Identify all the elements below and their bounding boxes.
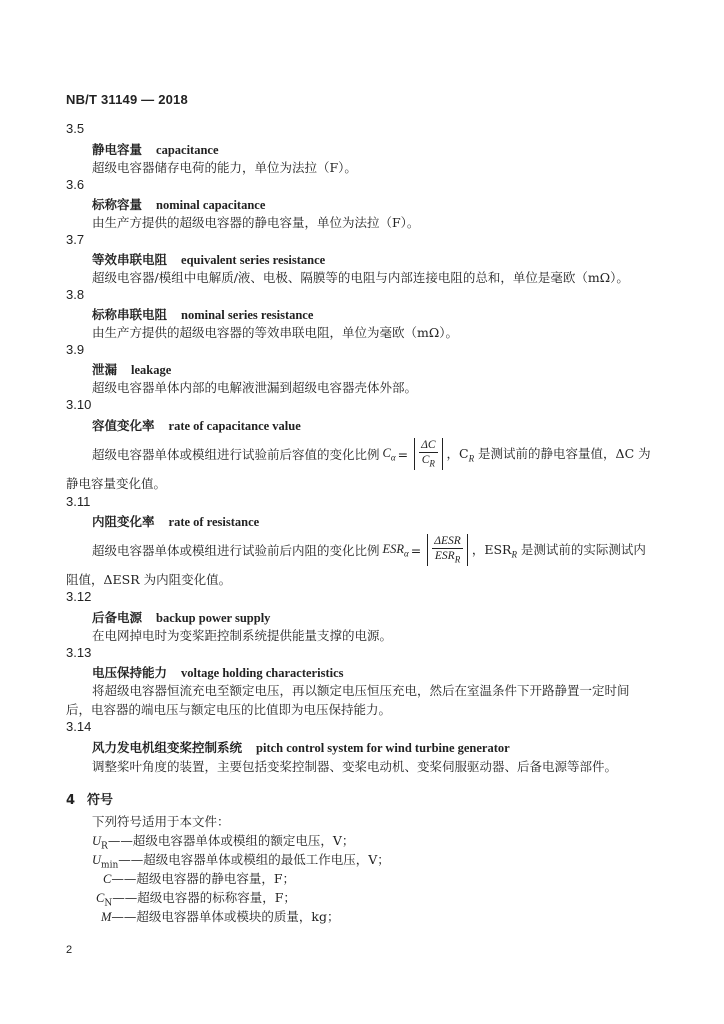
term-heading	[92, 663, 344, 681]
section-number: 4	[66, 793, 76, 808]
clause-number: 3.5	[66, 121, 85, 136]
term-zh: 容值变化率	[92, 418, 155, 433]
symbol-item: $C_N——$超级电容器的标称容量，F；	[96, 890, 296, 909]
term-en: leakage	[131, 363, 172, 377]
formula-line: 超级电容器单体或模组进行试验前后容值的变化比例 $C_\alpha$ = $\frac{\Delta C}{C_R}$ ，$C_R$ 是测试前的静电容量值，ΔC 为	[92, 439, 651, 469]
symbol-item: M——超级电容器单体或模块的质量，kg；	[101, 909, 340, 924]
clause-number: 3.7	[66, 232, 85, 247]
capacitance-ratio-fraction	[414, 438, 442, 469]
standard-header: NB/T 31149 — 2018	[66, 92, 188, 107]
term-heading	[92, 738, 510, 756]
term-zh: 风力发电机组变桨控制系统	[92, 740, 243, 755]
symbol-description: ——超级电容器单体或模组的最低工作电压，V；	[118, 852, 390, 867]
formula-lhs: $ESR_\alpha$	[382, 541, 409, 559]
term-zh: 标称容量	[92, 197, 143, 212]
section-heading	[66, 789, 113, 808]
definition-text: ，$C_R$ 是测试前的静电容量值，ΔC 为	[446, 446, 651, 464]
clause-number: 3.8	[66, 287, 85, 302]
term-definition: 将超级电容器恒流充电至额定电压，再以额定电压恒压充电，然后在室温条件下开路静置一定时间	[92, 683, 630, 698]
term-definition: 超级电容器储存电荷的能力，单位为法拉（F）。	[92, 160, 357, 175]
term-en: nominal capacitance	[156, 198, 266, 212]
fraction-numerator: ΔESR	[434, 535, 461, 548]
term-zh: 静电容量	[92, 142, 143, 157]
symbol-description: ——超级电容器单体或模块的质量，kg；	[111, 909, 340, 924]
symbol-description: ——超级电容器的静电容量，F；	[111, 871, 296, 886]
definition-text: ，$ESR_R$ 是测试前的实际测试内	[471, 542, 646, 560]
term-zh: 电压保持能力	[92, 665, 168, 680]
term-en: equivalent series resistance	[181, 253, 326, 267]
fraction-denominator: $ESR_R$	[434, 550, 461, 565]
formula-lhs: $C_\alpha$	[382, 445, 396, 463]
fraction-numerator: ΔC	[421, 439, 436, 452]
fraction-denominator: $C_R$	[421, 454, 435, 469]
term-heading	[92, 140, 219, 158]
page-number: 2	[66, 944, 73, 956]
symbol-description: ——超级电容器单体或模组的额定电压，V；	[107, 833, 355, 848]
term-en: voltage holding characteristics	[181, 666, 344, 680]
clause-number: 3.9	[66, 342, 85, 357]
term-en: pitch control system for wind turbine generator	[256, 741, 510, 755]
term-definition: 在电网掉电时为变桨距控制系统提供能量支撑的电源。	[92, 628, 393, 643]
symbol-item: C——超级电容器的静电容量，F；	[103, 871, 296, 886]
term-heading	[92, 416, 301, 434]
term-definition: 由生产方提供的超级电容器的等效串联电阻，单位为毫欧（mΩ）。	[92, 325, 458, 340]
term-heading	[92, 305, 313, 323]
term-zh: 等效串联电阻	[92, 252, 168, 267]
definition-continuation: 静电容量变化值。	[66, 476, 167, 491]
clause-number: 3.12	[66, 589, 92, 604]
section-intro: 下列符号适用于本文件：	[92, 814, 230, 829]
clause-number: 3.11	[66, 494, 91, 509]
term-definition: 调整桨叶角度的装置，主要包括变桨控制器、变桨电动机、变桨伺服驱动器、后备电源等部件。	[92, 759, 618, 774]
definition-text: 超级电容器单体或模组进行试验前后内阻的变化比例	[92, 543, 380, 558]
definition-continuation: 阻值，ΔESR 为内阻变化值。	[66, 572, 232, 587]
term-en: nominal series resistance	[181, 308, 314, 322]
symbol-item: $U_{min}——$超级电容器单体或模组的最低工作电压，V；	[92, 852, 390, 871]
clause-number: 3.6	[66, 177, 85, 192]
term-definition: 超级电容器单体内部的电解液泄漏到超级电容器壳体外部。	[92, 380, 418, 395]
resistance-ratio-fraction	[427, 534, 468, 565]
clause-number: 3.13	[66, 645, 92, 660]
term-heading	[92, 608, 270, 626]
term-en: rate of resistance	[168, 515, 260, 529]
term-zh: 标称串联电阻	[92, 307, 168, 322]
formula-line: 超级电容器单体或模组进行试验前后内阻的变化比例 $ESR_\alpha$ = $\frac{\text{ΔESR}}{ESR_R}$ ，$ESR_R$ 是测试前的实际测试内	[92, 535, 646, 565]
symbol-description: ——超级电容器的标称容量，F；	[112, 890, 296, 905]
term-en: rate of capacitance value	[168, 419, 301, 433]
definition-text: 超级电容器单体或模组进行试验前后容值的变化比例	[92, 447, 380, 462]
term-heading	[92, 195, 265, 213]
term-heading	[92, 250, 325, 268]
term-heading	[92, 512, 259, 530]
term-zh: 泄漏	[92, 362, 118, 377]
clause-number: 3.14	[66, 719, 92, 734]
clause-number: 3.10	[66, 397, 92, 412]
definition-continuation: 后，电容器的端电压与额定电压的比值即为电压保持能力。	[66, 702, 392, 717]
term-zh: 后备电源	[92, 610, 143, 625]
term-definition: 由生产方提供的超级电容器的静电容量，单位为法拉（F）。	[92, 215, 420, 230]
symbol-item: $U_R——$超级电容器单体或模组的额定电压，V；	[92, 833, 355, 852]
term-zh: 内阻变化率	[92, 514, 155, 529]
term-en: backup power supply	[156, 611, 271, 625]
term-en: capacitance	[156, 143, 219, 157]
term-heading	[92, 360, 171, 378]
section-title: 符号	[87, 793, 114, 808]
term-definition: 超级电容器/模组中电解质/液、电极、隔膜等的电阻与内部连接电阻的总和，单位是毫欧（mΩ）。	[92, 270, 629, 285]
